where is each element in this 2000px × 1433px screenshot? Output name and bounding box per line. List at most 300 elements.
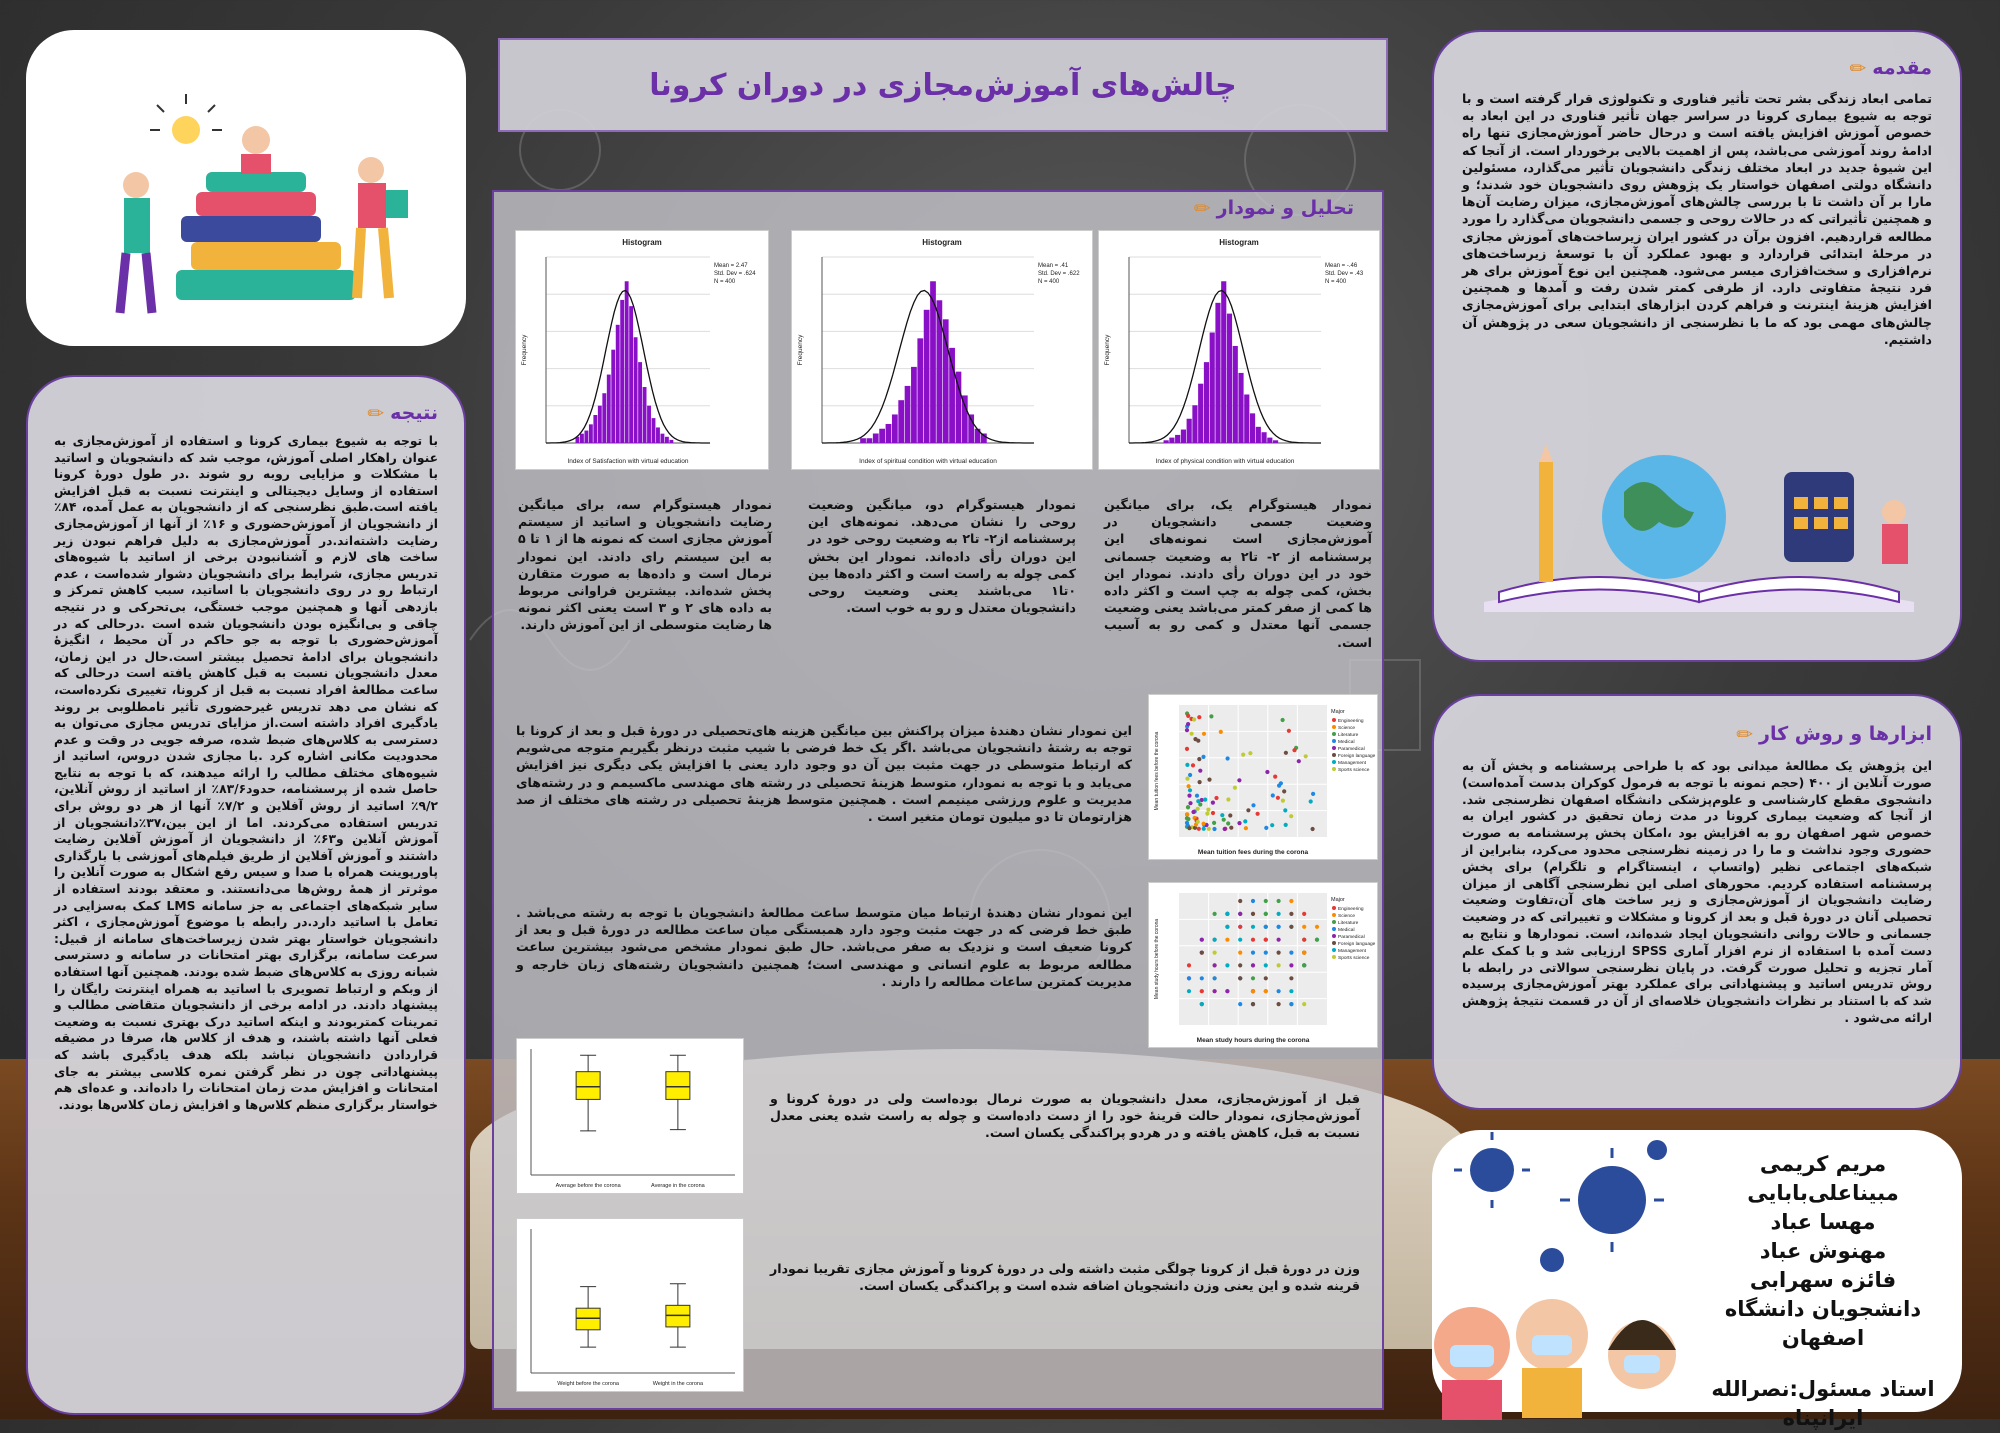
scatter-point (1209, 714, 1213, 718)
scatter-point (1241, 753, 1245, 757)
authors-panel (1432, 1130, 1962, 1430)
histogram-physical (1098, 230, 1380, 470)
scatter-point (1264, 899, 1268, 903)
histogram-x-label: Index of physical condition with virtual education (1155, 458, 1295, 465)
legend-swatch (1332, 767, 1336, 771)
histogram-bar (1164, 440, 1169, 443)
scatter-point (1213, 963, 1217, 967)
scatter-point (1289, 1002, 1293, 1006)
scatter-point (1185, 747, 1189, 751)
scatter-point (1186, 805, 1190, 809)
histogram-bar (905, 386, 911, 443)
scatter-point (1211, 811, 1215, 815)
scatter-legend-label: Sports science (1338, 768, 1370, 773)
scatter-point (1302, 1002, 1306, 1006)
scatter-point (1213, 912, 1217, 916)
scatter-point (1289, 963, 1293, 967)
scatter-legend-label: Paramedical (1338, 747, 1365, 752)
scatter-point (1225, 938, 1229, 942)
histogram-bar (629, 306, 633, 443)
scatter-point (1187, 784, 1191, 788)
scatter-point (1251, 963, 1255, 967)
boxplot-average (516, 1038, 744, 1194)
histogram-bar (607, 375, 611, 443)
scatter-point (1264, 976, 1268, 980)
scatter-point (1202, 732, 1206, 736)
histogram-bar (1233, 346, 1238, 443)
scatter-point (1185, 812, 1189, 816)
histogram-y-label: Frequency (521, 334, 528, 366)
histogram-stat-label: Mean = .41 (1038, 263, 1069, 269)
scatter-point (1198, 780, 1202, 784)
legend-swatch (1332, 718, 1336, 722)
scatter-point (1213, 976, 1217, 980)
scatter-x-label: Mean study hours during the corona (1196, 1037, 1310, 1044)
scatter-point (1311, 792, 1315, 796)
histogram-bar (665, 437, 669, 443)
histogram-bar (625, 281, 629, 443)
scatter-point (1198, 769, 1202, 773)
author-name: مهسا عباد (1770, 1210, 1876, 1234)
scatter-point (1277, 899, 1281, 903)
scatter-point (1185, 816, 1189, 820)
pencil-icon: ✏ (1736, 722, 1754, 746)
scatter-point (1206, 808, 1210, 812)
scatter-point (1309, 799, 1313, 803)
author-name: مهنوش عباد (1759, 1239, 1887, 1263)
histogram-2-description: نمودار هیستوگرام دو، میانگین وضعیت روحی را نشان می‌دهد. نمونه‌های این پرسشنامه از۲- تا۲ به وضعیت روحی خود در این دوران رأی داده‌اند. نمودار این بخش کمی چوله به راست است و اکثر داده‌ها بین ۰تا۱ می‌باشند یعنی وضعیت روحی دانشجویان معتدل و رو به خوب است. (808, 497, 1076, 616)
scatter-point (1202, 827, 1206, 831)
histogram-title: Histogram (622, 238, 662, 247)
scatter-point (1238, 976, 1242, 980)
histogram-stat-label: N = 400 (1038, 279, 1060, 285)
histogram-bar (1261, 432, 1266, 443)
scatter-point (1196, 807, 1200, 811)
scatter-x-label: Mean tuition fees during the corona (1197, 849, 1309, 856)
scatter-legend-title: Major (1331, 897, 1345, 903)
legend-swatch (1332, 955, 1336, 959)
author-affiliation: دانشجویان دانشگاه اصفهان (1724, 1297, 1922, 1350)
histogram-bar (656, 427, 660, 443)
intro-panel (1432, 30, 1962, 662)
tools-panel (1432, 694, 1962, 1110)
scatter-point (1238, 899, 1242, 903)
legend-swatch (1332, 920, 1336, 924)
histogram-bar (1215, 303, 1220, 443)
histogram-bar (1238, 373, 1243, 443)
histogram-bar (1221, 281, 1226, 443)
histogram-bar (1198, 384, 1203, 443)
scatter-point (1238, 912, 1242, 916)
scatter-point (1187, 976, 1191, 980)
histogram-stat-label: Std. Dev = .624 (714, 271, 756, 277)
histogram-bar (580, 434, 584, 443)
scatter-point (1226, 756, 1230, 760)
scatter-point (1225, 925, 1229, 929)
scatter-point (1251, 938, 1255, 942)
scatter-point (1302, 963, 1306, 967)
scatter-legend-label: Foreign language (1338, 942, 1376, 947)
scatter-point (1196, 739, 1200, 743)
histogram-stat-label: Std. Dev = .622 (1038, 271, 1080, 277)
scatter-tuition-description: این نمودار نشان دهندهٔ میزان پراکنش بین میانگین هزینه های‌تحصیلی در دورهٔ قبل و بعد از کرونا با توجه به رشتهٔ دانشجویان می‌باشد .اگر یک خط فرضی با شیب مثبت درنظر بگیریم متوجه می‌شویم که ارتباط متوسطی در جهت مثبت بین آن دو وجود دارد یعنی با افزایش یکی دیگری نیز افزایش می‌یابد و با توجه به نمودار، متوسط هزینهٔ تحصیلی در رشته های مهندسی ماکسیمم و در رشته‌های مدیریت و علوم ورزشی مینیمم است . همچنین متوسط هزینهٔ تحصیلی در رشته های مختلف از صد هزارتومان تا دو میلیون تومان متغیر است . (516, 723, 1132, 825)
legend-swatch (1332, 739, 1336, 743)
histogram-stat-label: N = 400 (1325, 279, 1347, 285)
scatter-point (1202, 822, 1206, 826)
histogram-bar (1169, 438, 1174, 443)
scatter-point (1315, 938, 1319, 942)
histogram-bar (1267, 438, 1272, 443)
histogram-stat-label: N = 400 (714, 279, 736, 285)
scatter-point (1197, 757, 1201, 761)
histogram-bar (962, 395, 968, 443)
scatter-point (1213, 938, 1217, 942)
histogram-y-label: Frequency (1104, 334, 1111, 366)
histogram-bar (652, 418, 656, 443)
tools-heading-label: ابزارها و روش کار (1759, 723, 1932, 745)
scatter-point (1207, 778, 1211, 782)
scatter-point (1190, 732, 1194, 736)
scatter-legend-title: Major (1331, 709, 1345, 715)
scatter-point (1277, 989, 1281, 993)
scatter-legend-label: Literature (1338, 921, 1359, 926)
legend-swatch (1332, 934, 1336, 938)
scatter-legend-label: Engineering (1338, 719, 1364, 724)
scatter-legend-label: Science (1338, 726, 1356, 731)
scatter-y-label: Mean study hours before the corona (1154, 918, 1160, 1000)
scatter-point (1264, 951, 1268, 955)
histogram-1-description: نمودار هیستوگرام یک، برای میانگین وضعیت جسمی دانشجویان در آموزش‌مجازی است نمونه‌های این پرسشنامه از ۲- تا۲ به وضعیت جسمانی خود در این دوران رأی دادند. نمودار این بخش، کمی چوله به چپ است و اکثر داده ها کمی از صفر کمتر می‌باشد یعنی وضعیت جسمی آنها معتدل و کمی رو به آسیب است. (1104, 497, 1373, 650)
legend-swatch (1332, 941, 1336, 945)
scatter-point (1238, 1002, 1242, 1006)
scatter-point (1273, 775, 1277, 779)
scatter-point (1264, 912, 1268, 916)
histogram-spiritual (791, 230, 1093, 470)
students-books-illustration (26, 30, 466, 346)
scatter-legend-label: Engineering (1338, 907, 1364, 912)
scatter-point (1213, 989, 1217, 993)
author-name: فائزه سهرابی (1749, 1268, 1897, 1292)
tools-heading (1462, 722, 1932, 746)
scatter-point (1211, 801, 1215, 805)
scatter-legend-label: Management (1338, 761, 1366, 766)
scatter-point (1243, 819, 1247, 823)
author-name: مریم کریمی (1759, 1152, 1887, 1176)
histogram-bar (1181, 430, 1186, 443)
scatter-legend-label: Paramedical (1338, 935, 1365, 940)
histogram-bar (611, 350, 615, 443)
scatter-point (1284, 751, 1288, 755)
analysis-panel (492, 190, 1384, 1410)
histogram-bar (1227, 314, 1232, 443)
scatter-point (1297, 759, 1301, 763)
scatter-point (1289, 925, 1293, 929)
boxplot-average-description: قبل از آموزش‌مجازی، معدل دانشجویان به صورت نرمال بوده‌است ولی در دورهٔ کرونا و آموزش‌مجازی، نمودار حالت قرینهٔ خود را از دست داده‌است و چوله به راست شده یعنی معدل نسبت به قبل، کاهش یافته و در هردو پراکندگی یکسان است. (770, 1091, 1360, 1141)
scatter-point (1212, 827, 1216, 831)
scatter-tuition (1148, 694, 1378, 860)
boxplot-category-label: Average in the corona (651, 1183, 705, 1189)
scatter-point (1289, 899, 1293, 903)
scatter-point (1284, 823, 1288, 827)
histogram-stat-label: Mean = 2.47 (714, 263, 748, 269)
histogram-bar (879, 429, 885, 443)
histogram-bar (647, 406, 651, 443)
histogram-satisfaction (515, 230, 769, 470)
analysis-heading (1194, 196, 1354, 220)
histogram-bar (924, 310, 930, 443)
histogram-bar (1256, 427, 1261, 443)
scatter-point (1277, 951, 1281, 955)
scatter-point (1200, 1002, 1204, 1006)
boxplot-background (517, 1219, 743, 1391)
scatter-legend-label: Management (1338, 949, 1366, 954)
boxplot-box (666, 1072, 690, 1100)
scatter-point (1225, 963, 1229, 967)
scatter-legend-label: Sports science (1338, 956, 1370, 961)
author-name: مبیناعلی‌بابایی (1747, 1181, 1899, 1205)
scatter-point (1187, 989, 1191, 993)
scatter-point (1225, 912, 1229, 916)
boxplot-category-label: Weight in the corona (652, 1381, 704, 1387)
histogram-bar (669, 440, 673, 443)
poster-title: چالش‌های آموزش‌مجازی در دوران کرونا (649, 67, 1237, 103)
boxplot-category-label: Weight before the corona (557, 1381, 619, 1387)
boxplot-category-label: Average before the corona (555, 1183, 621, 1189)
scatter-point (1289, 912, 1293, 916)
scatter-point (1251, 925, 1255, 929)
histogram-bar (1210, 332, 1215, 443)
analysis-heading-label: تحلیل و نمودار (1216, 197, 1354, 219)
histogram-bar (1244, 394, 1249, 443)
scatter-point (1277, 912, 1281, 916)
scatter-point (1226, 821, 1230, 825)
scatter-point (1277, 938, 1281, 942)
scatter-point (1248, 751, 1252, 755)
scatter-point (1281, 718, 1285, 722)
scatter-point (1251, 989, 1255, 993)
scatter-legend-label: Literature (1338, 733, 1359, 738)
histogram-bar (1187, 419, 1192, 443)
scatter-point (1251, 912, 1255, 916)
scatter-point (1203, 798, 1207, 802)
pencil-icon: ✏ (367, 401, 385, 425)
legend-swatch (1332, 927, 1336, 931)
histogram-stat-label: Mean = -.46 (1325, 263, 1358, 269)
scatter-point (1188, 788, 1192, 792)
virus-masked-people-illustration (1432, 1130, 1692, 1412)
scatter-point (1196, 820, 1200, 824)
scatter-point (1238, 938, 1242, 942)
scatter-legend-label: Science (1338, 914, 1356, 919)
scatter-point (1289, 989, 1293, 993)
scatter-point (1214, 796, 1218, 800)
scatter-point (1187, 794, 1191, 798)
histogram-bar (1175, 435, 1180, 443)
scatter-point (1185, 777, 1189, 781)
scatter-point (1289, 814, 1293, 818)
pencil-icon: ✏ (1849, 56, 1867, 80)
legend-swatch (1332, 906, 1336, 910)
scatter-point (1251, 803, 1255, 807)
histogram-bar (634, 337, 638, 443)
scatter-point (1229, 826, 1233, 830)
result-text: با توجه به شیوع بیماری کرونا و استفاده از آموزش‌مجازی به عنوان راهکار اصلی آموزش، موجب شد که دانشجویان و اساتید با مشکلات و مزایایی روبه رو شوند .در طول دورهٔ کرونا استفاده از وسایل دیجیتالی و اینترنت نسبت به قبل افزایش یافته است.طبق نظرسنجی که از دانشجویان به عمل آمده، ۸۴٪ از دانشجویان از آموزش‌حضوری و ۱۶٪ از آنها از آموزش‌مجازی رضایت داشته‌اند.در آموزش‌مجازی به دلیل فراهم نبودن زیر ساخت های لازم و آشنانبودن برخی از اساتید با شیوه‌های تدریس مجازی، شرایط برای دانشجویان دشوار شده‌است ، عدم ارتباط رو در روی دانشجویان با اساتید، سبب کاهش تمرکز و بازدهی آنها و همچنین موجب خستگی، بی‌تحرکی و در نتیجه چاقی و بی‌انگیزه بودن دانشجویان شده است .درحالی که در آموزش‌حضوری با توجه به جو حاکم در آن محیط ، انگیزهٔ دانشجویان برای ادامهٔ تحصیل بیشتر است.حال در این زمان، معدل دانشجویان نسبت به قبل کاهش یافته است درحالی که ساعت مطالعهٔ افراد نسبت به قبل از کرونا، تغییری نکرده‌است، که نشان می دهد تدریس غیرحضوری تأثیر نامطلوبی بر روند یادگیری افراد داشته است.از مزایای تدریس مجازی می‌توان به دسترسی به کلاس‌های ضبط شده، صرفه جویی در وقت و عدم محدودیت مکانی اشاره کرد .با مجازی شدن دروس، اساتید از شیوه‌های مختلف مطالب را ارائه میدهند، که با توجه به نتایج حاصل شده از پرسشنامه، حدود۸۳/۶٪ از اساتید از روش آنلاین، ۹/۲٪ اساتید از روش آفلاین و ۷/۲٪ آنها از هر دو روش برای تدریس استفاده می‌کردند. اما از این بین،۳۷٪دانشجویان از آموزش آنلاین و۶۳٪ از دانشجویان از آموزش آفلاین رضایت داشتند و آموزش آفلاین از طریق فیلم‌های آموزشی با بارگذاری پاورپوینت همراه با صدا و سیس رفع اشکال به صورت آنلاین را موثرتر از همهٔ روش‌ها می‌دانستند. و معتقد بودند استفاده از سایر شبکه‌های اجتماعی به جز سامانه LMS کمک به‌سزایی در تعامل با اساتید دارد.در رابطه با موضوع آموزش‌مجازی ، اکثر دانشجویان خواستار بهتر شدن زیرساخت‌های سامانه از قبیل: سرعت سامانه، برگزاری بهتر امتحانات در سامانه و دسترسی شبانه روزی به کلاس‌های ضبط شده بودند. همچنین آنها استفاده از وبکم و ارتباط تصویری با اساتید به همراه اینترنت رایگان را پیشنهاد دادند. در ادامه برخی از دانشجویان متقاضی مطالب و تمرینات کمتربودند و اینکه اساتید درک بهتری نسبت به وضعیت فعلی آنها داشته باشند، و هدف از کلاس ها، صرفا در مضیقه قراردادن دانشجویان نباشد بلکه هدف یادگیری باشد که پیشنهاداتی چون در نظر گرفتن نمره کلاسی بیشتر به جای امتحانات و افزایش مدت زمان امتحانات را داده‌اند. و عده‌ای هم خواستار برگزاری منظم کلاس‌ها و افزایش زمان کلاس‌ها بودند. (54, 434, 439, 1112)
scatter-point (1265, 770, 1269, 774)
scatter-point (1264, 826, 1268, 830)
legend-swatch (1332, 948, 1336, 952)
legend-swatch (1332, 760, 1336, 764)
scatter-point (1205, 812, 1209, 816)
scatter-point (1304, 754, 1308, 758)
scatter-point (1246, 808, 1250, 812)
histogram-x-label: Index of spiritual condition with virtual education (859, 458, 997, 465)
scatter-point (1201, 755, 1205, 759)
scatter-point (1197, 715, 1201, 719)
scatter-point (1200, 938, 1204, 942)
boxplot-weight-description: وزن در دورهٔ قبل از کرونا چولگی مثبت داشته ولی در دورهٔ کرونا و آموزش مجازی تقریبا نمودار قرینه شده و این یعنی وزن دانشجویان اضافه شده است و پراکندگی یکسان است. (770, 1261, 1360, 1294)
scatter-point (1302, 951, 1306, 955)
scatter-point (1187, 826, 1191, 830)
scatter-point (1289, 951, 1293, 955)
histogram-bar (616, 325, 620, 443)
scatter-point (1277, 925, 1281, 929)
scatter-study-hours (1148, 882, 1378, 1048)
scatter-point (1292, 748, 1296, 752)
scatter-point (1238, 963, 1242, 967)
boxplot-box (576, 1072, 600, 1100)
boxplot-background (517, 1039, 743, 1193)
scatter-point (1264, 963, 1268, 967)
result-panel (26, 375, 466, 1415)
histogram-bar (911, 367, 917, 443)
scatter-point (1197, 827, 1201, 831)
histogram-bar (661, 434, 665, 443)
scatter-point (1237, 778, 1241, 782)
histogram-bar (620, 300, 624, 443)
legend-swatch (1332, 753, 1336, 757)
histogram-x-label: Index of Satisfaction with virtual education (567, 458, 689, 465)
histogram-bar (643, 387, 647, 443)
scatter-point (1256, 812, 1260, 816)
intro-text: تمامی ابعاد زندگی بشر تحت تأثیر فناوری و تکنولوژی قرار گرفته است و با توجه به شیوع بیماری کرونا در سراسر جهان تأثیر فناوری در این ابعاد به خصوص آموزش افزایش یافته است و درحال حاضر آموزش‌مجازی تنها راه ادامهٔ روند آموزشی می‌باشد، پس از اهمیت بالایی برخوردار است. از آنجا که این شیوهٔ جدید در ابعاد مختلف زندگی دانشجویان تأثیر می‌گذارد، مسئولین دانشگاه دولتی اصفهان خواستار یک پژوهش روی دانشجویان خود شدند؛ و مارا بر آن داشت تا با بررسی چالش‌های آموزش‌مجازی، میزان رضایت آن‌ها و همچنین تأثیراتی که در حالات روحی و جسمی دانشجویان می‌گذارد را مورد مطالعه قراردهیم. افزون برآن در کشور ایران زیرساخت‌های آموزش مجازی در مرحلهٔ ابتدائی قراردارد و بهبود عملکرد آن با توسعهٔ زیرساخت‌های نرم‌افزاری و سخت‌افزاری میسر می‌شود. همچنین این نوع آموزش برای هر فرد نتیجهٔ متفاوتی دارد. از طرفی کمتر شدن رفت و آمدها و همچنین افزایش هزینهٔ اینترنت و فراهم کردن ابزارهای ابتدایی برای آموزش‌مجازی چالش‌های مهمی بود که ما با نظرسنجی از دانشجویان سعی در پژوهش آن داشتیم. (1462, 91, 1932, 347)
scatter-point (1264, 925, 1268, 929)
result-heading-label: نتیجه (390, 402, 438, 424)
histogram-3-description: نمودار هیستوگرام سه، برای میانگین رضایت دانشجویان و اساتید از سیستم آموزش مجازی است که نمونه ها از ۱ تا ۵ به این سیستم رای دادند. این نمودار نرمال است و داده‌ها به صورت متقارن پخش شده‌اند. بیشترین فراوانی مربوط به داده های ۲ و ۳ است یعنی اکثر نمونه ها رضایت متوسطی از این آموزش دارند. (518, 497, 772, 633)
poster-title-box (498, 38, 1388, 132)
scatter-point (1251, 1002, 1255, 1006)
boxplot-weight (516, 1218, 744, 1392)
histogram-bar (949, 348, 955, 443)
histogram-stat-label: Std. Dev = .43 (1325, 271, 1364, 277)
scatter-point (1277, 1002, 1281, 1006)
histogram-bar (886, 424, 892, 443)
histogram-bar (1204, 362, 1209, 443)
legend-swatch (1332, 913, 1336, 917)
scatter-point (1188, 773, 1192, 777)
scatter-point (1222, 818, 1226, 822)
scatter-point (1191, 810, 1195, 814)
scatter-point (1186, 722, 1190, 726)
scatter-point (1198, 802, 1202, 806)
illustration-panel (26, 30, 466, 346)
scatter-point (1271, 793, 1275, 797)
histogram-bar (593, 415, 597, 443)
histogram-bar (892, 414, 898, 443)
scatter-point (1281, 799, 1285, 803)
globe-study-illustration (1464, 422, 1934, 622)
scatter-y-label: Mean tuition fees before the corona (1154, 731, 1160, 811)
scatter-point (1276, 796, 1280, 800)
scatter-point (1223, 827, 1227, 831)
histogram-bar (1192, 405, 1197, 443)
scatter-point (1238, 925, 1242, 929)
histogram-bar (898, 400, 904, 443)
legend-swatch (1332, 732, 1336, 736)
scatter-point (1219, 730, 1223, 734)
authors-list (1698, 1150, 1948, 1433)
histogram-bar (589, 424, 593, 443)
histogram-bar (638, 362, 642, 443)
histogram-bar (1273, 440, 1278, 443)
scatter-point (1185, 763, 1189, 767)
scatter-point (1192, 717, 1196, 721)
scatter-point (1220, 813, 1224, 817)
histogram-bar (584, 431, 588, 443)
scatter-point (1185, 728, 1189, 732)
scatter-point (1251, 951, 1255, 955)
scatter-point (1289, 976, 1293, 980)
scatter-legend-label: Medical (1338, 928, 1355, 933)
histogram-bar (1250, 413, 1255, 443)
scatter-point (1302, 938, 1306, 942)
histogram-bar (860, 438, 866, 443)
histogram-title: Histogram (1219, 238, 1259, 247)
histogram-bar (873, 433, 879, 443)
histogram-bar (936, 300, 942, 443)
scatter-point (1225, 989, 1229, 993)
legend-swatch (1332, 746, 1336, 750)
scatter-point (1188, 801, 1192, 805)
tools-text: این پژوهش یک مطالعهٔ میدانی بود که با طراحی پرسشنامه و پخش آن به صورت آنلاین از ۴۰۰ (حجم نمونه با توجه به فرمول کوکران بدست آمده‌است) دانشجوی مقطع کارشناسی و علوم‌پزشکی دانشگاه اصفهان نظرسنجی شد. از آنجا که وضعیت بیماری کرونا در مدت زمان تحقیق در کشور ایران به خصوص شهر اصفهان رو به افزایش بود ،امکان پخش پرسشنامه به صورت حضوری وجود نداشت و ما را در زمینه نظرسنجی محدود می‌کرد، بنابراین از شبکه‌های اجتماعی نظیر (واتساپ ، اینستاگرام و تلگرام) برای پخش پرسشنامه استفاده کردیم. محورهای اصلی این نظرسنجی آگاهی از میزان رضایت دانشجویان از آموزش‌مجازی و زیر ساخت های آن،تفاوت وضعیت تحصیلی آنان در دورهٔ قبل و بعد از کرونا و مشکلات و تغییراتی که در وضعیت جسمانی و حالات روانی دانشجویان ایجاد شده‌اند، است. نمودارها و نتایج به دست آمده با استفاده از نرم افزار آماری SPSS ارزیابی شد و با کمک علم آمار تجزیه و تحلیل صورت گرفت. در پایان نظرسنجی سوالاتی در رابطه با روش تدریس اساتید و پیشنهاداتی برای عملکرد بهتر آموزش‌مجازی پرسیده شد که با استناد بر نظرات دانشجویان خلاصه‌ای از آن در قسمت نتیجهٔ پژوهش ارائه می‌شود . (1462, 758, 1932, 1025)
scatter-point (1200, 976, 1204, 980)
scatter-point (1244, 826, 1248, 830)
scatter-point (1282, 789, 1286, 793)
histogram-bar (917, 338, 923, 443)
scatter-point (1237, 821, 1241, 825)
histogram-bar (602, 393, 606, 443)
scatter-point (1311, 827, 1315, 831)
scatter-point (1270, 823, 1274, 827)
scatter-point (1251, 976, 1255, 980)
scatter-point (1287, 729, 1291, 733)
scatter-point (1264, 989, 1268, 993)
scatter-point (1302, 925, 1306, 929)
scatter-point (1212, 821, 1216, 825)
histogram-bar (598, 406, 602, 443)
pencil-icon: ✏ (1193, 196, 1211, 220)
intro-heading-label: مقدمه (1872, 57, 1932, 79)
scatter-point (1264, 938, 1268, 942)
supervisor: استاد مسئول:نصرالله ایرانپناه (1711, 1377, 1935, 1430)
histogram-bar (867, 438, 873, 443)
scatter-point (1233, 786, 1237, 790)
scatter-point (1238, 951, 1242, 955)
intro-heading (1462, 56, 1932, 80)
scatter-point (1186, 714, 1190, 718)
scatter-point (1228, 813, 1232, 817)
scatter-point (1302, 912, 1306, 916)
scatter-legend-label: Medical (1338, 740, 1355, 745)
